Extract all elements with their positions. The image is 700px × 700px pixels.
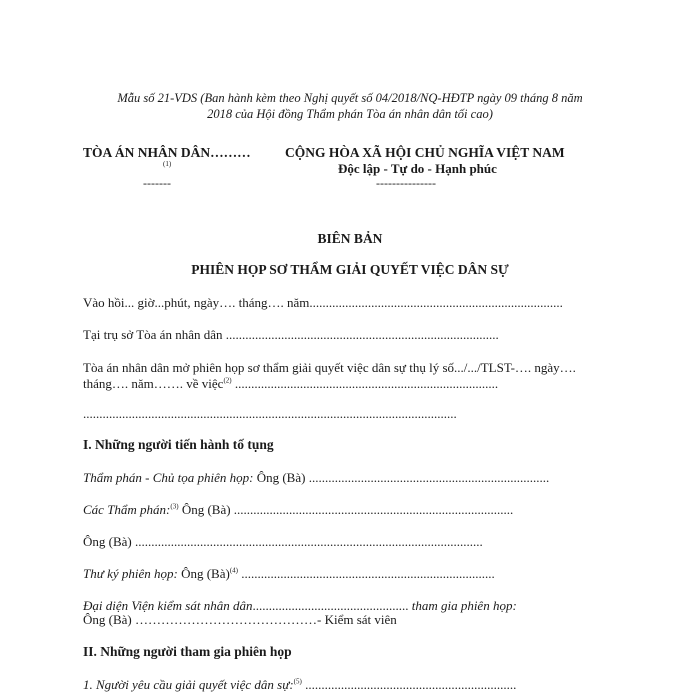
opening-line-1: Tòa án nhân dân mở phiên họp sơ thẩm giải quyết việc dân sự thụ lý số.../.../TLST-…. ngày….	[83, 360, 576, 375]
subject-footnote-marker: (2)	[223, 376, 232, 385]
judges-footnote-marker: (3)	[170, 502, 179, 511]
opening-line-2	[83, 376, 498, 392]
requester-label: 1. Người yêu cầu giải quyết việc dân sự:	[83, 677, 294, 692]
document-title: BIÊN BẢN	[317, 231, 383, 246]
presiding-judge-field: Ông (Bà) ..........................................................................	[253, 470, 550, 485]
right-header-separator: ---------------	[376, 176, 436, 190]
section-1-heading: I. Những người tiến hành tố tụng	[83, 437, 274, 452]
left-header-separator: -------	[143, 176, 171, 190]
procuracy-label: Đại diện Viện kiểm sát nhân dân	[83, 598, 253, 613]
time-line: Vào hồi... giờ...phút, ngày…. tháng…. năm..............................................................................	[83, 295, 563, 310]
clerk-footnote-marker: (4)	[229, 566, 238, 575]
continuation-dots-line: ...................................................................................................................	[83, 406, 457, 421]
prosecutor-line: Ông (Bà) ……………………………………- Kiểm sát viên	[83, 612, 397, 627]
requester-field: .................................................................	[301, 677, 517, 692]
additional-judge-line: Ông (Bà) ...........................................................................................................	[83, 534, 483, 549]
country-name: CỘNG HÒA XÃ HỘI CHỦ NGHĨA VIỆT NAM	[285, 145, 565, 160]
clerk-field: ..............................................................................	[238, 566, 495, 581]
national-motto: Độc lập - Tự do - Hạnh phúc	[338, 161, 497, 176]
procuracy-participation: tham gia phiên họp:	[411, 598, 517, 613]
section-2-heading: II. Những người tham gia phiên họp	[83, 644, 292, 659]
clerk-title: Ông (Bà)	[177, 566, 230, 581]
court-footnote-marker: (1)	[163, 160, 172, 168]
court-name: TÒA ÁN NHÂN DÂN………	[83, 145, 251, 160]
requester-line	[83, 677, 516, 693]
opening-line-2-text: tháng…. năm……. về việc	[83, 376, 224, 391]
judges-label: Các Thẩm phán:	[83, 502, 171, 517]
clerk-label: Thư ký phiên họp:	[83, 566, 178, 581]
clerk-line	[83, 566, 495, 582]
presiding-judge-label: Thẩm phán - Chủ tọa phiên họp:	[83, 470, 254, 485]
requester-footnote-marker: (5)	[293, 677, 302, 686]
judges-field: Ông (Bà) ......................................................................................	[178, 502, 514, 517]
subject-dots: .................................................................................	[231, 376, 499, 391]
form-reference-line-1: Mẫu số 21-VDS (Ban hành kèm theo Nghị quyết số 04/2018/NQ-HĐTP ngày 09 tháng 8 năm	[117, 91, 583, 105]
document-subtitle: PHIÊN HỌP SƠ THẨM GIẢI QUYẾT VIỆC DÂN SỰ	[191, 262, 509, 277]
judges-line	[83, 502, 513, 518]
presiding-judge-line	[83, 470, 549, 486]
form-reference-line-2: 2018 của Hội đồng Thẩm phán Tòa án nhân dân tối cao)	[207, 107, 493, 121]
procuracy-field: ................................................	[252, 598, 412, 613]
place-line: Tại trụ sở Tòa án nhân dân ....................................................................................	[83, 327, 499, 342]
